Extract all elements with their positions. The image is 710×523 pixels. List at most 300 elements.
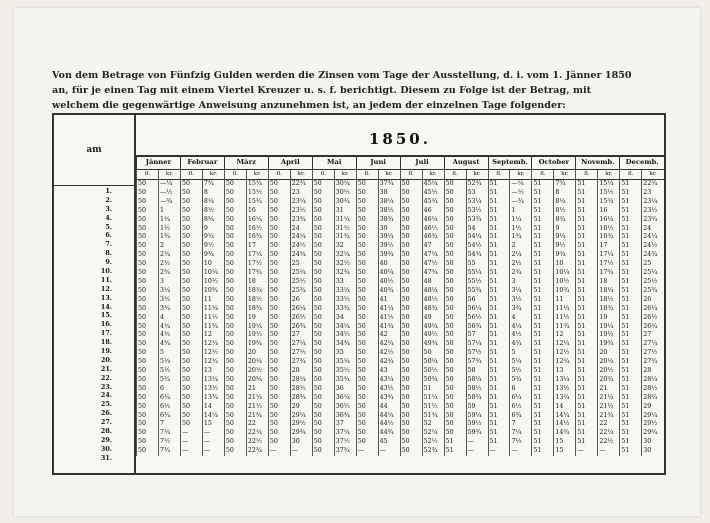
gulden-cell: 50	[444, 412, 466, 421]
kreuzer-cell: 54½	[466, 242, 488, 251]
kreuzer-cell: 8	[202, 189, 224, 198]
gulden-cell: 51	[620, 198, 642, 207]
kreuzer-cell: 16¼	[598, 216, 620, 225]
gulden-cell: 51	[488, 438, 510, 447]
gulden-cell: 51	[620, 438, 642, 447]
kreuzer-cell: 27½	[290, 349, 312, 358]
kreuzer-cell: —¾	[158, 198, 180, 207]
kreuzer-cell: 15½	[246, 189, 268, 198]
kreuzer-cell: 25½	[642, 278, 664, 287]
gulden-cell: 50	[356, 394, 378, 403]
kreuzer-cell: 9½	[554, 242, 576, 251]
gulden-cell: 50	[356, 180, 378, 189]
kreuzer-cell: 46½	[422, 225, 444, 234]
kreuzer-cell: 4¾	[158, 340, 180, 349]
kreuzer-cell: 56¾	[466, 323, 488, 332]
kreuzer-cell: 9	[202, 225, 224, 234]
gulden-cell: 51	[532, 233, 554, 242]
kreuzer-cell: 53¾	[466, 216, 488, 225]
kreuzer-cell: 2	[158, 242, 180, 251]
gulden-cell: 51	[532, 242, 554, 251]
kreuzer-cell: 51	[422, 385, 444, 394]
kreuzer-cell: 34	[334, 314, 356, 323]
kreuzer-cell: 3	[158, 278, 180, 287]
kreuzer-cell: 43¼	[378, 376, 400, 385]
gulden-cell: 51	[532, 305, 554, 314]
table-row	[137, 367, 665, 376]
kreuzer-cell: 13¼	[554, 376, 576, 385]
gulden-cell: 50	[356, 358, 378, 367]
kreuzer-cell: 56	[466, 296, 488, 305]
gulden-cell: 51	[532, 331, 554, 340]
gulden-cell: 50	[400, 198, 422, 207]
gulden-cell: 50	[312, 296, 334, 305]
gulden-cell: 50	[356, 420, 378, 429]
gulden-cell: 50	[444, 198, 466, 207]
gulden-cell: 50	[400, 216, 422, 225]
gulden-cell: 51	[620, 349, 642, 358]
kreuzer-cell: 3¼	[158, 287, 180, 296]
kreuzer-cell: 9¼	[202, 233, 224, 242]
gulden-cell: 51	[620, 180, 642, 189]
kreuzer-cell: 15½	[598, 189, 620, 198]
kreuzer-cell: 7½	[510, 438, 532, 447]
kreuzer-cell: 27¾	[642, 358, 664, 367]
day-label: 15.	[100, 311, 112, 320]
kreuzer-cell: 6½	[510, 403, 532, 412]
gulden-cell: 50	[137, 394, 159, 403]
kreuzer-cell: 5¾	[510, 376, 532, 385]
gulden-cell: 50	[268, 189, 290, 198]
kreuzer-cell: 2¼	[158, 251, 180, 260]
gulden-cell: 51	[488, 376, 510, 385]
kreuzer-cell: 47	[422, 242, 444, 251]
gulden-cell: 50	[444, 180, 466, 189]
gulden-cell: 50	[224, 198, 246, 207]
kreuzer-cell: 8	[554, 189, 576, 198]
kreuzer-cell: 36	[334, 385, 356, 394]
kreuzer-cell: 4¾	[510, 340, 532, 349]
kreuzer-cell: 25½	[290, 278, 312, 287]
gulden-cell: 51	[576, 207, 598, 216]
gulden-cell: 50	[312, 367, 334, 376]
kreuzer-cell: 21¼	[246, 394, 268, 403]
gulden-cell: 51	[488, 225, 510, 234]
kreuzer-cell: 24¾	[290, 251, 312, 260]
gulden-cell: 50	[137, 296, 159, 305]
kreuzer-cell: 6	[510, 385, 532, 394]
gulden-cell: 51	[576, 385, 598, 394]
kreuzer-cell: 52½	[422, 438, 444, 447]
day-label: 2.	[105, 195, 112, 204]
kreuzer-cell: 29¾	[290, 429, 312, 438]
gulden-cell: 50	[137, 260, 159, 269]
gulden-cell: 50	[268, 438, 290, 447]
gulden-cell: 50	[268, 180, 290, 189]
kreuzer-cell: 16½	[598, 225, 620, 234]
gulden-cell: 50	[224, 394, 246, 403]
gulden-cell: 50	[137, 180, 159, 189]
kreuzer-cell: 44¾	[378, 429, 400, 438]
gulden-cell: 50	[356, 438, 378, 447]
gulden-cell: 50	[444, 207, 466, 216]
kreuzer-cell: 12¼	[554, 340, 576, 349]
kreuzer-cell: 41¼	[378, 305, 400, 314]
gulden-cell: 51	[576, 296, 598, 305]
gulden-cell: 50	[180, 367, 202, 376]
kreuzer-cell: 17¼	[598, 251, 620, 260]
gulden-cell: 50	[356, 189, 378, 198]
gulden-cell: 51	[532, 225, 554, 234]
day-label: 23.	[100, 382, 112, 391]
gulden-cell: 50	[444, 216, 466, 225]
gulden-cell: 50	[137, 305, 159, 314]
kreuzer-cell: 5¼	[158, 358, 180, 367]
kreuzer-cell: 7¼	[158, 429, 180, 438]
gulden-cell: 50	[137, 216, 159, 225]
kreuzer-cell: 9¾	[202, 251, 224, 260]
gulden-cell: 50	[312, 358, 334, 367]
kreuzer-cell: 18¾	[598, 305, 620, 314]
gulden-cell: 50	[444, 242, 466, 251]
gulden-cell: 50	[268, 242, 290, 251]
gulden-cell: 50	[312, 207, 334, 216]
kreuzer-cell: 24¾	[642, 251, 664, 260]
gulden-cell: 50	[356, 305, 378, 314]
table-row	[137, 358, 665, 367]
month-header: Mai	[312, 155, 356, 170]
gulden-cell: 50	[444, 429, 466, 438]
gulden-cell: 50	[400, 242, 422, 251]
gulden-cell: 51	[488, 323, 510, 332]
table-row	[137, 269, 665, 278]
gulden-cell: 51	[488, 385, 510, 394]
gulden-cell: 51	[488, 358, 510, 367]
kreuzer-cell: 35¼	[334, 358, 356, 367]
gulden-cell: 50	[268, 269, 290, 278]
kreuzer-cell: 10¾	[202, 287, 224, 296]
kreuzer-cell: 45½	[422, 189, 444, 198]
kreuzer-cell: 34¾	[334, 340, 356, 349]
kreuzer-cell: 59¼	[466, 412, 488, 421]
gulden-cell: 50	[356, 269, 378, 278]
month-header: Jänner	[137, 155, 181, 170]
kreuzer-cell: 5	[158, 349, 180, 358]
gulden-cell: 50	[224, 207, 246, 216]
gulden-cell: 50	[444, 323, 466, 332]
kreuzer-cell: 27¾	[290, 358, 312, 367]
kreuzer-cell: 2¾	[158, 269, 180, 278]
gulden-cell: 50	[224, 296, 246, 305]
kreuzer-cell: 17½	[598, 260, 620, 269]
table-row	[137, 314, 665, 323]
gulden-cell: 50	[400, 394, 422, 403]
gulden-cell: 50	[268, 394, 290, 403]
kreuzer-cell: 46¼	[422, 216, 444, 225]
gulden-cell: 50	[400, 429, 422, 438]
kreuzer-cell: 6¼	[510, 394, 532, 403]
gulden-cell: 50	[400, 296, 422, 305]
gulden-cell: 51	[532, 340, 554, 349]
gulden-cell: 51	[488, 340, 510, 349]
kreuzer-cell: 8¾	[202, 216, 224, 225]
gulden-cell: 50	[400, 251, 422, 260]
kreuzer-cell: 24½	[290, 242, 312, 251]
gulden-cell: 50	[268, 420, 290, 429]
gulden-cell: 51	[620, 403, 642, 412]
kreuzer-cell: 41½	[378, 314, 400, 323]
gulden-cell: 50	[312, 331, 334, 340]
gulden-cell: 50	[224, 438, 246, 447]
gulden-cell: 50	[180, 385, 202, 394]
kreuzer-cell: —¼	[158, 180, 180, 189]
gulden-cell: 51	[532, 376, 554, 385]
gulden-cell: 50	[400, 420, 422, 429]
kreuzer-cell: 57¾	[466, 358, 488, 367]
unit-header: fl.	[620, 170, 642, 180]
gulden-cell: 50	[400, 180, 422, 189]
kreuzer-cell: 32¾	[334, 269, 356, 278]
gulden-cell: 50	[400, 305, 422, 314]
day-label: 14.	[100, 302, 112, 311]
gulden-cell: 50	[312, 403, 334, 412]
gulden-cell: 51	[576, 225, 598, 234]
gulden-cell: 51	[532, 189, 554, 198]
kreuzer-cell: 23½	[290, 207, 312, 216]
gulden-cell: —	[356, 447, 378, 456]
kreuzer-cell: 9	[554, 225, 576, 234]
kreuzer-cell: 47¼	[422, 251, 444, 260]
kreuzer-cell: 35½	[334, 367, 356, 376]
kreuzer-cell: 49¼	[422, 323, 444, 332]
gulden-cell: 50	[400, 358, 422, 367]
gulden-cell: 50	[224, 305, 246, 314]
kreuzer-cell: 15¼	[246, 180, 268, 189]
kreuzer-cell: 6½	[158, 403, 180, 412]
gulden-cell: 50	[400, 340, 422, 349]
gulden-cell: 51	[576, 216, 598, 225]
gulden-cell: 51	[488, 287, 510, 296]
gulden-cell: 51	[532, 323, 554, 332]
gulden-cell: 50	[268, 287, 290, 296]
table-row	[137, 278, 665, 287]
gulden-cell: 50	[356, 340, 378, 349]
kreuzer-cell: 10½	[202, 278, 224, 287]
kreuzer-cell: 30¼	[334, 180, 356, 189]
kreuzer-cell: 23	[642, 189, 664, 198]
gulden-cell: 51	[488, 189, 510, 198]
gulden-cell: 51	[620, 367, 642, 376]
day-label: 26.	[100, 409, 112, 418]
gulden-cell: 50	[224, 251, 246, 260]
table-row	[137, 438, 665, 447]
gulden-cell: 51	[576, 394, 598, 403]
kreuzer-cell: 33½	[334, 296, 356, 305]
kreuzer-cell: 51½	[422, 403, 444, 412]
kreuzer-cell: 20¼	[246, 358, 268, 367]
gulden-cell: 51	[532, 260, 554, 269]
day-label: 21.	[100, 364, 112, 373]
kreuzer-cell: 22¾	[246, 447, 268, 456]
kreuzer-cell: 11¾	[202, 323, 224, 332]
table-row	[137, 403, 665, 412]
kreuzer-cell: 24	[290, 225, 312, 234]
day-label: 24.	[100, 391, 112, 400]
table-row	[137, 385, 665, 394]
kreuzer-cell: 12¾	[554, 358, 576, 367]
kreuzer-cell: 31¾	[334, 233, 356, 242]
gulden-cell: 51	[576, 189, 598, 198]
gulden-cell: 51	[576, 269, 598, 278]
kreuzer-cell: 18¼	[246, 287, 268, 296]
gulden-cell: 50	[137, 331, 159, 340]
gulden-cell: 50	[444, 225, 466, 234]
kreuzer-cell: 57	[466, 331, 488, 340]
kreuzer-cell: 6¼	[158, 394, 180, 403]
kreuzer-cell: 8½	[202, 207, 224, 216]
table-row	[137, 305, 665, 314]
kreuzer-cell: 27	[642, 331, 664, 340]
kreuzer-cell: 45	[378, 438, 400, 447]
gulden-cell: 50	[268, 331, 290, 340]
kreuzer-cell: 44½	[378, 420, 400, 429]
kreuzer-cell: 9½	[202, 242, 224, 251]
kreuzer-cell: 14¼	[202, 412, 224, 421]
kreuzer-cell: 54	[466, 225, 488, 234]
gulden-cell: 50	[268, 323, 290, 332]
unit-header: kr.	[510, 170, 532, 180]
kreuzer-cell: 31	[334, 207, 356, 216]
gulden-cell: 51	[620, 233, 642, 242]
day-label: 28.	[100, 427, 112, 436]
gulden-cell: 50	[312, 420, 334, 429]
kreuzer-cell: 46	[422, 207, 444, 216]
kreuzer-cell: 25	[642, 260, 664, 269]
kreuzer-cell: 6¾	[510, 412, 532, 421]
gulden-cell: 51	[532, 251, 554, 260]
gulden-cell: 51	[576, 367, 598, 376]
day-label: 30.	[100, 444, 112, 453]
kreuzer-cell: 2¼	[510, 251, 532, 260]
kreuzer-cell: 3¾	[158, 305, 180, 314]
day-label: 16.	[100, 320, 112, 329]
gulden-cell: 51	[620, 216, 642, 225]
gulden-cell: 50	[400, 260, 422, 269]
gulden-cell: 50	[400, 269, 422, 278]
kreuzer-cell: 21½	[246, 403, 268, 412]
kreuzer-cell: 13¼	[202, 376, 224, 385]
kreuzer-cell: 50½	[422, 367, 444, 376]
gulden-cell: 50	[268, 367, 290, 376]
month-header-row	[137, 155, 665, 170]
month-header: October	[532, 155, 576, 170]
day-label: 18.	[100, 338, 112, 347]
gulden-cell: 50	[444, 278, 466, 287]
gulden-cell: 50	[312, 314, 334, 323]
kreuzer-cell: 26¾	[290, 323, 312, 332]
gulden-cell: 50	[356, 225, 378, 234]
kreuzer-cell: 39¼	[378, 233, 400, 242]
kreuzer-cell: 18¼	[598, 287, 620, 296]
unit-header: fl.	[180, 170, 202, 180]
kreuzer-cell: 29	[290, 403, 312, 412]
kreuzer-cell: 23¼	[642, 198, 664, 207]
gulden-cell: 50	[137, 233, 159, 242]
interest-table	[52, 113, 666, 475]
gulden-cell: 51	[620, 385, 642, 394]
kreuzer-cell: 18½	[598, 296, 620, 305]
kreuzer-cell: 1	[158, 207, 180, 216]
month-header: April	[268, 155, 312, 170]
gulden-cell: 51	[532, 420, 554, 429]
gulden-cell: 50	[356, 198, 378, 207]
gulden-cell: 51	[576, 403, 598, 412]
unit-header: kr.	[466, 170, 488, 180]
gulden-cell: 51	[532, 394, 554, 403]
kreuzer-cell: 17¼	[246, 251, 268, 260]
gulden-cell: 51	[488, 260, 510, 269]
kreuzer-cell: 42¼	[378, 340, 400, 349]
gulden-cell: 51	[620, 278, 642, 287]
gulden-cell: 50	[400, 349, 422, 358]
table-row	[137, 180, 665, 189]
gulden-cell: 50	[444, 305, 466, 314]
kreuzer-cell: 40¼	[378, 269, 400, 278]
kreuzer-cell: 14¾	[554, 429, 576, 438]
kreuzer-cell: 21	[598, 385, 620, 394]
unit-header-row	[137, 170, 665, 180]
kreuzer-cell: 37¾	[378, 180, 400, 189]
gulden-cell: 50	[444, 349, 466, 358]
table-row	[137, 216, 665, 225]
gulden-cell: 51	[576, 278, 598, 287]
gulden-cell: 50	[180, 225, 202, 234]
kreuzer-cell: 19	[246, 314, 268, 323]
gulden-cell: 50	[268, 403, 290, 412]
gulden-cell: 50	[268, 376, 290, 385]
gulden-cell: 50	[268, 251, 290, 260]
gulden-cell: 50	[312, 260, 334, 269]
kreuzer-cell: 4¼	[158, 323, 180, 332]
kreuzer-cell: 59	[466, 403, 488, 412]
gulden-cell: 50	[444, 394, 466, 403]
kreuzer-cell: —¾	[510, 198, 532, 207]
kreuzer-cell: 4½	[158, 331, 180, 340]
unit-header: kr.	[290, 170, 312, 180]
gulden-cell: 51	[532, 385, 554, 394]
table-row	[137, 429, 665, 438]
gulden-cell: 50	[224, 367, 246, 376]
gulden-cell: 50	[180, 242, 202, 251]
kreuzer-cell: 53½	[466, 207, 488, 216]
kreuzer-cell: 8½	[554, 207, 576, 216]
table-row	[137, 420, 665, 429]
kreuzer-cell: 15	[202, 420, 224, 429]
kreuzer-cell: 56¼	[466, 305, 488, 314]
gulden-cell: 50	[137, 189, 159, 198]
gulden-cell: 50	[180, 296, 202, 305]
kreuzer-cell: 17	[246, 242, 268, 251]
kreuzer-cell: 58¼	[466, 376, 488, 385]
gulden-cell: 51	[576, 314, 598, 323]
table-row	[137, 225, 665, 234]
table-row	[137, 189, 665, 198]
unit-header: fl.	[576, 170, 598, 180]
kreuzer-cell: 18½	[246, 296, 268, 305]
kreuzer-cell: 12½	[202, 349, 224, 358]
gulden-cell: —	[180, 438, 202, 447]
kreuzer-cell: 26	[642, 296, 664, 305]
